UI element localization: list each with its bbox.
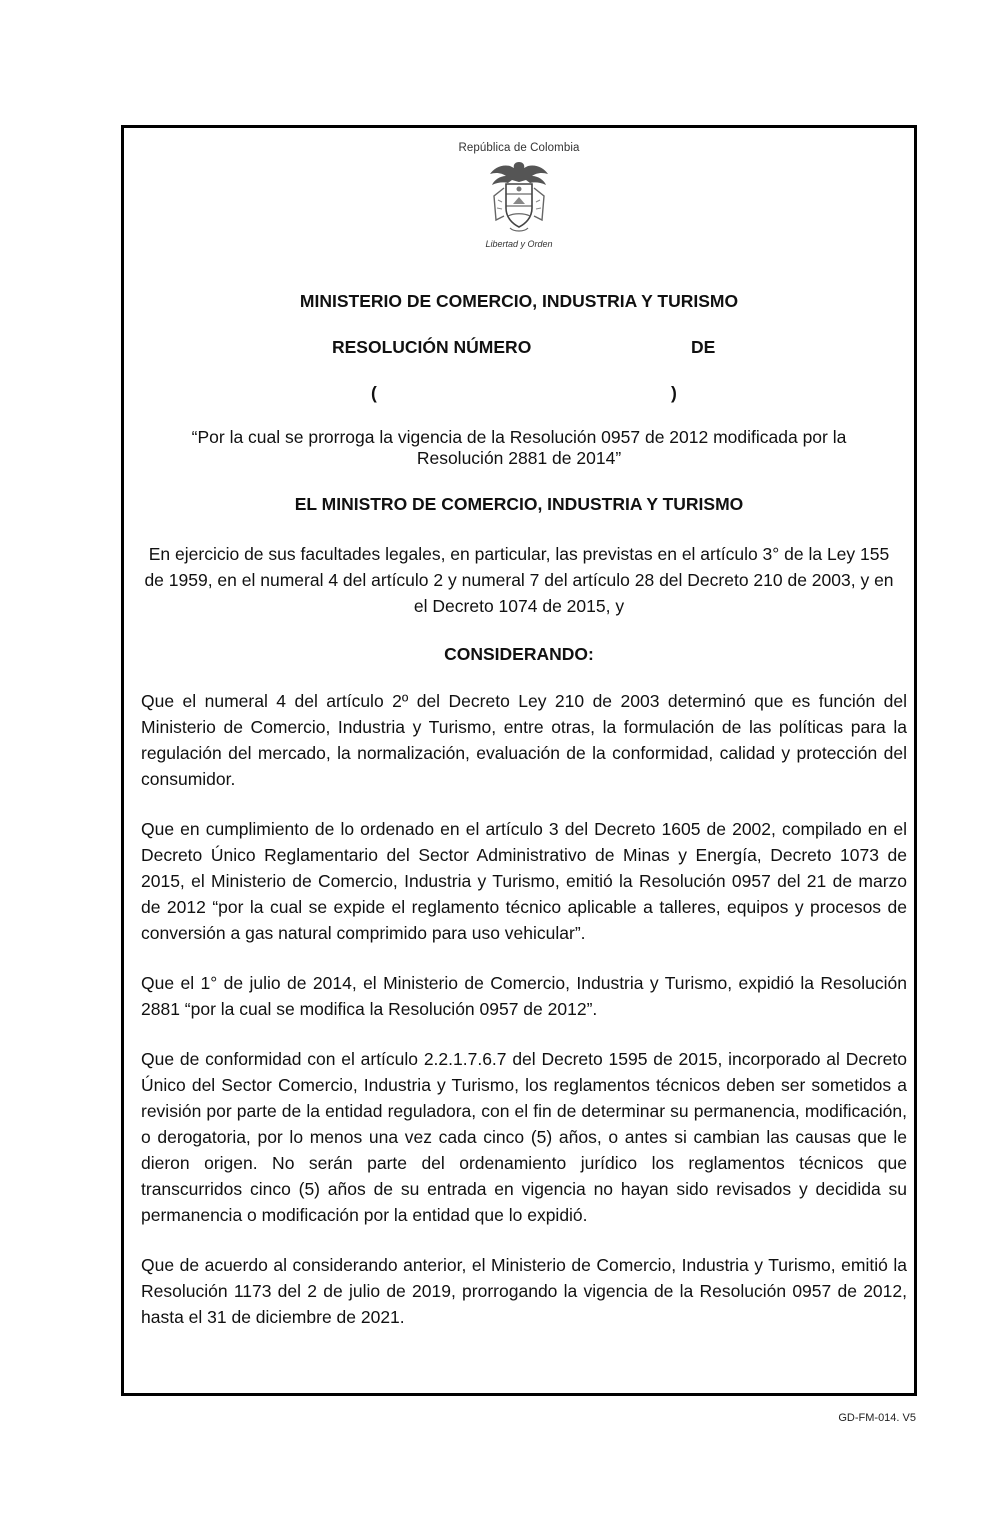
republic-label: República de Colombia — [458, 142, 580, 154]
minister-heading: EL MINISTRO DE COMERCIO, INDUSTRIA Y TURISMO — [294, 494, 744, 514]
paragraph: Que de conformidad con el artículo 2.2.1.7.6.7 del Decreto 1595 de 2015, incorporado al Decreto Único del Sector Comercio, Industria y Turismo, los reglamentos técnicos deben ser sometidos a revisión por parte de la entidad reguladora, con el fin de determinar su permanencia, modificación, o derogatoria, por lo menos una vez cada cinco (5) años, o antes si cambian las causas que le dieron origen. No serán parte del ordenamiento jurídico los reglamentos técnicos que transcurridos cinco (5) años de su entrada en vigencia no hayan sido revisados y decidida su permanencia o modificación por la entidad que lo expidió. — [141, 1049, 907, 1225]
paren-close: ) — [671, 383, 677, 403]
considering-paragraphs — [141, 688, 907, 1354]
paren-open: ( — [371, 383, 377, 403]
paragraph: Que de acuerdo al considerando anterior, el Ministerio de Comercio, Industria y Turismo, emitió la Resolución 1173 del 2 de julio de 2019, prorrogando la vigencia de la Resolución 0957 de 2012, hasta el 31 de diciembre de 2021. — [141, 1255, 907, 1327]
paragraph: Que el numeral 4 del artículo 2º del Decreto Ley 210 de 2003 determinó que es función del Ministerio de Comercio, Industria y Turismo, entre otras, la formulación de las políticas para la regulación del mercado, la normalización, evaluación de la conformidad, calidad y protección del consumidor. — [141, 691, 907, 789]
letterhead — [124, 142, 914, 249]
document-frame — [121, 125, 917, 1396]
paragraph: Que en cumplimiento de lo ordenado en el artículo 3 del Decreto 1605 de 2002, compilado en el Decreto Único Reglamentario del Sector Administrativo de Minas y Energía, Decreto 1073 de 2015, el Ministerio de Comercio, Industria y Turismo, emitió la Resolución 0957 del 21 de marzo de 2012 “por la cual se expide el reglamento técnico aplicable a talleres, equipos y procesos de conversión a gas natural comprimido para uso vehicular”. — [141, 819, 907, 943]
considering-heading: CONSIDERANDO: — [444, 644, 594, 664]
paragraph: Que el 1° de julio de 2014, el Ministerio de Comercio, Industria y Turismo, expidió la Resolución 2881 “por la cual se modifica la Resolución 0957 de 2012”. — [141, 973, 907, 1019]
legal-powers-paragraph: En ejercicio de sus facultades legales, en particular, las previstas en el artículo 3° de la Ley 155 de 1959, en el numeral 4 del artículo 2 y numeral 7 del artículo 28 del Decreto 210 de 2003, y en el Decreto 1074 de 2015, y — [144, 544, 894, 616]
form-code: GD-FM-014. V5 — [838, 1412, 916, 1424]
ministry-heading: MINISTERIO DE COMERCIO, INDUSTRIA Y TURISMO — [299, 291, 739, 311]
resolution-date-label: DE — [691, 337, 716, 357]
motto-label: Libertad y Orden — [485, 239, 553, 249]
resolution-number-label: RESOLUCIÓN NÚMERO — [332, 337, 532, 357]
resolution-subject: “Por la cual se prorroga la vigencia de la Resolución 0957 de 2012 modificada por la Resolución 2881 de 2014” — [191, 427, 847, 468]
coat-of-arms-icon — [484, 158, 554, 238]
